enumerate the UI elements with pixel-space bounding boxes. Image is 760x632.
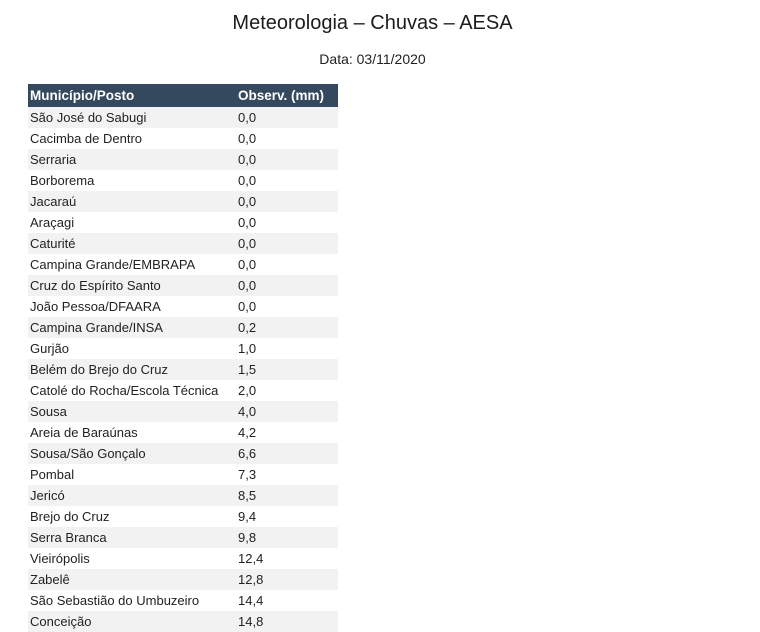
- table-row: [28, 107, 338, 128]
- table-row: [28, 485, 338, 506]
- cell-municipio: Sousa: [28, 401, 236, 422]
- table-row: [28, 443, 338, 464]
- table-row: [28, 212, 338, 233]
- header-municipio: Município/Posto: [28, 84, 236, 107]
- table-row: [28, 527, 338, 548]
- cell-municipio: Zabelê: [28, 569, 236, 590]
- cell-municipio: Cruz do Espírito Santo: [28, 275, 236, 296]
- cell-observacao: 4,0: [236, 401, 338, 422]
- report-date: Data: 03/11/2020: [319, 51, 426, 67]
- cell-municipio: Jericó: [28, 485, 236, 506]
- cell-observacao: 0,0: [236, 212, 338, 233]
- cell-observacao: 12,4: [236, 548, 338, 569]
- table-row: [28, 233, 338, 254]
- cell-observacao: 0,0: [236, 107, 338, 128]
- cell-municipio: João Pessoa/DFAARA: [28, 296, 236, 317]
- cell-municipio: Belém do Brejo do Cruz: [28, 359, 236, 380]
- cell-municipio: Jacaraú: [28, 191, 236, 212]
- table-row: [28, 296, 338, 317]
- table-row: [28, 149, 338, 170]
- rainfall-table: [28, 84, 338, 632]
- cell-municipio: Araçagi: [28, 212, 236, 233]
- table-header-row: [28, 84, 338, 107]
- table-row: [28, 254, 338, 275]
- cell-municipio: Vieirópolis: [28, 548, 236, 569]
- cell-municipio: São Sebastião do Umbuzeiro: [28, 590, 236, 611]
- table-row: [28, 338, 338, 359]
- cell-municipio: Sousa/São Gonçalo: [28, 443, 236, 464]
- cell-observacao: 1,0: [236, 338, 338, 359]
- cell-observacao: 0,0: [236, 149, 338, 170]
- table-row: [28, 548, 338, 569]
- table-row: [28, 359, 338, 380]
- table-row: [28, 569, 338, 590]
- cell-municipio: Pombal: [28, 464, 236, 485]
- table-row: [28, 380, 338, 401]
- cell-observacao: 0,2: [236, 317, 338, 338]
- cell-observacao: 14,8: [236, 611, 338, 632]
- table-row: [28, 464, 338, 485]
- table-row: [28, 128, 338, 149]
- cell-municipio: Borborema: [28, 170, 236, 191]
- cell-observacao: 14,4: [236, 590, 338, 611]
- table-row: [28, 422, 338, 443]
- cell-observacao: 9,8: [236, 527, 338, 548]
- cell-municipio: Serra Branca: [28, 527, 236, 548]
- cell-observacao: 0,0: [236, 170, 338, 191]
- header-observacao: Observ. (mm): [236, 84, 338, 107]
- cell-observacao: 12,8: [236, 569, 338, 590]
- table-row: [28, 170, 338, 191]
- cell-observacao: 0,0: [236, 296, 338, 317]
- cell-municipio: Campina Grande/INSA: [28, 317, 236, 338]
- cell-observacao: 9,4: [236, 506, 338, 527]
- table-row: [28, 590, 338, 611]
- cell-municipio: Brejo do Cruz: [28, 506, 236, 527]
- table-row: [28, 275, 338, 296]
- cell-municipio: Campina Grande/EMBRAPA: [28, 254, 236, 275]
- cell-observacao: 0,0: [236, 128, 338, 149]
- cell-observacao: 1,5: [236, 359, 338, 380]
- cell-observacao: 2,0: [236, 380, 338, 401]
- table-row: [28, 191, 338, 212]
- table-row: [28, 506, 338, 527]
- cell-municipio: Gurjão: [28, 338, 236, 359]
- page-title: Meteorologia – Chuvas – AESA: [232, 12, 513, 34]
- cell-observacao: 0,0: [236, 233, 338, 254]
- cell-observacao: 6,6: [236, 443, 338, 464]
- table-body: [28, 107, 338, 632]
- cell-municipio: Serraria: [28, 149, 236, 170]
- cell-observacao: 4,2: [236, 422, 338, 443]
- cell-municipio: Catolé do Rocha/Escola Técnica: [28, 380, 236, 401]
- cell-municipio: Caturité: [28, 233, 236, 254]
- cell-municipio: Cacimba de Dentro: [28, 128, 236, 149]
- cell-municipio: São José do Sabugi: [28, 107, 236, 128]
- cell-observacao: 0,0: [236, 191, 338, 212]
- table-row: [28, 611, 338, 632]
- table-row: [28, 401, 338, 422]
- cell-municipio: Conceição: [28, 611, 236, 632]
- cell-observacao: 0,0: [236, 275, 338, 296]
- cell-observacao: 8,5: [236, 485, 338, 506]
- cell-municipio: Areia de Baraúnas: [28, 422, 236, 443]
- table-row: [28, 317, 338, 338]
- cell-observacao: 7,3: [236, 464, 338, 485]
- cell-observacao: 0,0: [236, 254, 338, 275]
